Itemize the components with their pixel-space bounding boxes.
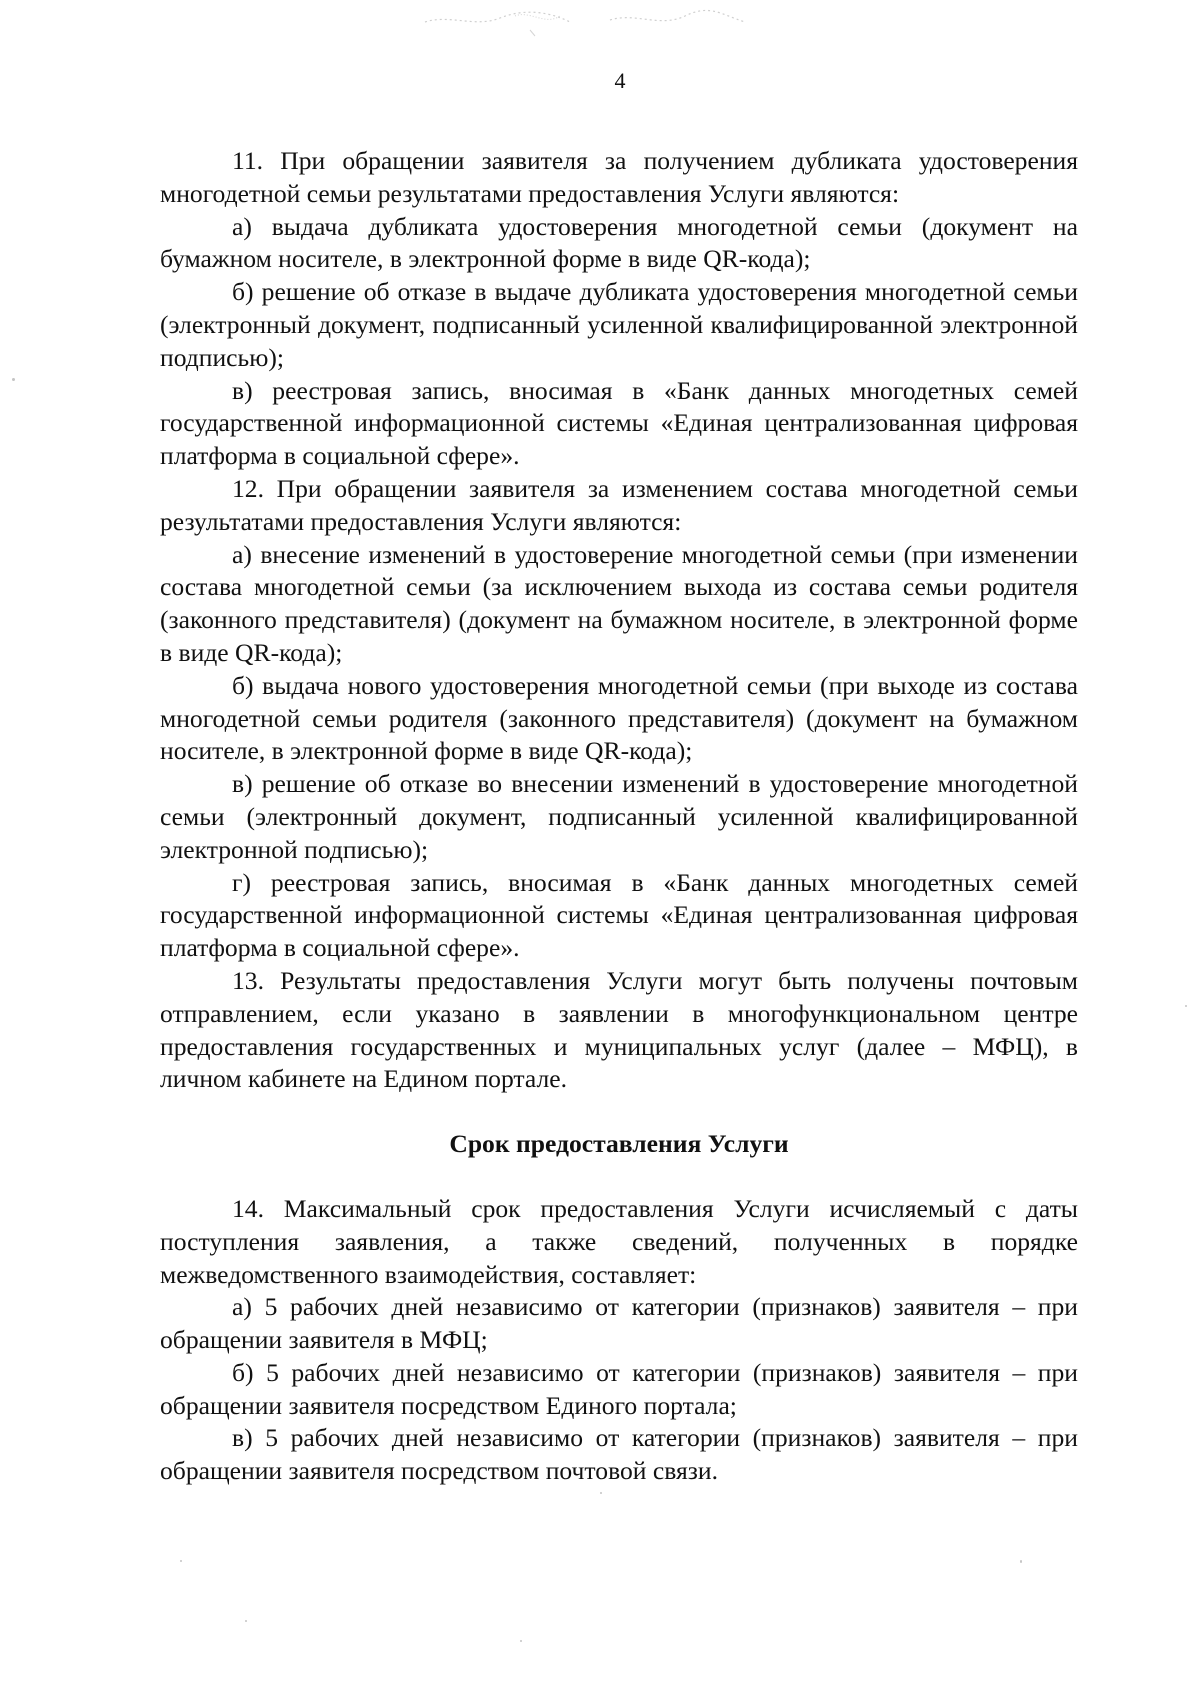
paragraph-13: 13. Результаты предоставления Услуги могут быть получены почтовым отправлением, если указано в заявлении в многофункциональном центре предоставления государственных и муниципальных услуг (далее – МФЦ), в личном кабинете на Едином портале. bbox=[160, 965, 1078, 1094]
section-heading-container bbox=[160, 1128, 1078, 1161]
paragraph-12-item-c: в) решение об отказе во внесении изменений в удостоверение многодетной семьи (электронный документ, подписанный усиленной квалифицированной электронной подписью); bbox=[160, 769, 1078, 864]
paragraph-11-item-c: в) реестровая запись, вносимая в «Банк данных многодетных семей государственной информационной системы «Единая централизованная цифровая платформа в социальной сфере». bbox=[160, 375, 1078, 471]
scan-speck bbox=[180, 1560, 182, 1562]
scan-speck bbox=[245, 1620, 247, 1622]
scan-speck bbox=[520, 1640, 522, 1642]
paragraph-12-item-a: а) внесение изменений в удостоверение многодетной семьи (при изменении состава многодетной семьи (за исключением выхода из состава семьи родителя (законного представителя) (документ на бумажном носителе, в электронной форме в виде QR-кода); bbox=[160, 539, 1078, 667]
paragraph-11-item-b: б) решение об отказе в выдаче дубликата удостоверения многодетной семьи (электронный документ, подписанный усиленной квалифицированной электронной подписью); bbox=[160, 277, 1078, 372]
paragraph-12: 12. При обращении заявителя за изменением состава многодетной семьи результатами предоставления Услуги являются: bbox=[160, 473, 1078, 536]
paragraph-12-item-b: б) выдача нового удостоверения многодетной семьи (при выходе из состава многодетной семьи родителя (законного представителя) (документ на бумажном носителе, в электронной форме в виде QR-кода); bbox=[160, 670, 1078, 766]
scan-artifact bbox=[420, 4, 760, 38]
paragraph-14: 14. Максимальный срок предоставления Услуги исчисляемый с даты поступления заявления, а также сведений, полученных в порядке межведомственного взаимодействия, составляет: bbox=[160, 1193, 1078, 1289]
paragraph-14-item-b: б) 5 рабочих дней независимо от категории (признаков) заявителя – при обращении заявителя посредством Единого портала; bbox=[160, 1357, 1078, 1420]
paragraph-12-item-d: г) реестровая запись, вносимая в «Банк данных многодетных семей государственной информационной системы «Единая централизованная цифровая платформа в социальной сфере». bbox=[160, 867, 1078, 963]
section-heading: Срок предоставления Услуги bbox=[449, 1129, 789, 1159]
scan-speck bbox=[12, 378, 15, 381]
scan-speck bbox=[1020, 1560, 1022, 1563]
paragraph-14-item-a: а) 5 рабочих дней независимо от категории (признаков) заявителя – при обращении заявителя в МФЦ; bbox=[160, 1292, 1078, 1355]
document-body bbox=[160, 145, 1078, 1488]
page-number: 4 bbox=[614, 68, 626, 93]
scan-speck bbox=[600, 1492, 602, 1494]
scan-speck bbox=[1185, 1005, 1187, 1007]
paragraph-11: 11. При обращении заявителя за получением дубликата удостоверения многодетной семьи результатами предоставления Услуги являются: bbox=[160, 146, 1078, 208]
paragraph-11-item-a: а) выдача дубликата удостоверения многодетной семьи (документ на бумажном носителе, в электронной форме в виде QR-кода); bbox=[160, 211, 1078, 274]
paragraph-14-item-c: в) 5 рабочих дней независимо от категории (признаков) заявителя – при обращении заявителя посредством почтовой связи. bbox=[160, 1423, 1078, 1486]
